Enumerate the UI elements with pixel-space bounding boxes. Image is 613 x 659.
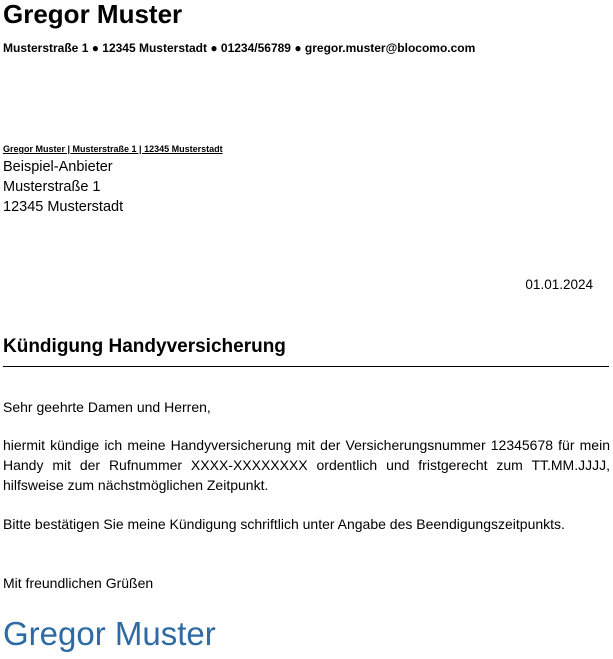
- return-address-line: Gregor Muster | Musterstraße 1 | 12345 Musterstadt: [3, 144, 223, 154]
- letter-date: 01.01.2024: [525, 277, 593, 292]
- body-paragraph-2: Bitte bestätigen Sie meine Kündigung schriftlich unter Angabe des Beendigungszeitpunkts.: [3, 516, 565, 532]
- subject-divider: [3, 366, 609, 367]
- closing-line: Mit freundlichen Grüßen: [3, 575, 154, 591]
- letter-subject: Kündigung Handyversicherung: [3, 336, 286, 357]
- signature: Gregor Muster: [3, 615, 216, 652]
- recipient-line-city: 12345 Musterstadt: [3, 199, 124, 215]
- recipient-line-company: Beispiel-Anbieter: [3, 159, 113, 175]
- body-paragraph-1: hiermit kündige ich meine Handyversicherung mit der Versicherungsnummer 12345678 für mein Handy mit der Rufnummer XXXX-XXXXXXXX ordentlich und fristgerecht zum TT.MM.JJJJ, hilfsweise zum nächstmöglichen Zeitpunkt.: [3, 437, 610, 493]
- recipient-address: [3, 157, 123, 217]
- sender-contact-line: Musterstraße 1 ● 12345 Musterstadt ● 01234/56789 ● gregor.muster@blocomo.com: [3, 41, 476, 55]
- sender-name: Gregor Muster: [3, 0, 183, 29]
- salutation: Sehr geehrte Damen und Herren,: [3, 399, 211, 415]
- recipient-line-street: Musterstraße 1: [3, 179, 101, 195]
